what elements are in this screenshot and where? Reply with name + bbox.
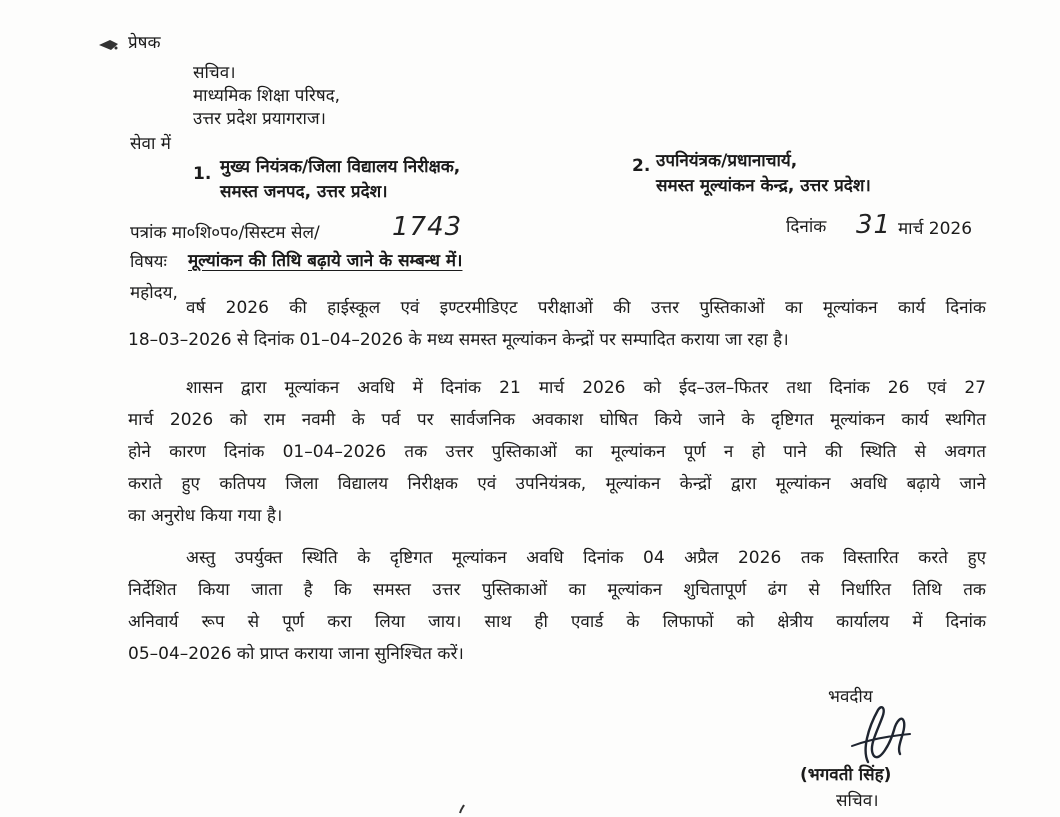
sender-line-2: माध्यमिक शिक्षा परिषद, bbox=[193, 86, 341, 106]
ink-mark-icon bbox=[98, 38, 120, 52]
paragraph-1 bbox=[128, 292, 986, 356]
paragraph-3-line-2: निर्देशित किया जाता है कि समस्त उत्तर पुस्तिकाओं का मूल्यांकन शुचितापूर्ण ढंग से निर्धारित तिथि तक bbox=[128, 580, 986, 600]
closing-name: (भगवती सिंह) bbox=[800, 765, 892, 785]
recipient-2-number: 2. bbox=[632, 156, 651, 176]
subject-text: मूल्यांकन की तिथि बढ़ाये जाने के सम्बन्ध में। bbox=[188, 251, 463, 271]
paragraph-2 bbox=[128, 372, 986, 532]
closing-bhavdiya: भवदीय bbox=[828, 687, 873, 707]
paragraph-3-line-1: अस्तु उपर्युक्त स्थिति के दृष्टिगत मूल्यांकन अवधि दिनांक 04 अप्रैल 2026 तक विस्तारित करते हुए bbox=[186, 548, 986, 568]
patrank-number: 1743 bbox=[392, 212, 463, 242]
stray-mark-icon bbox=[458, 804, 466, 814]
recipients-label: सेवा में bbox=[130, 134, 171, 154]
recipient-1-line-2: समस्त जनपद, उत्तर प्रदेश। bbox=[220, 182, 388, 202]
date-label: दिनांक bbox=[786, 217, 827, 237]
date-day: 31 bbox=[856, 210, 892, 240]
recipient-2-line-1: उपनियंत्रक/प्रधानाचार्य, bbox=[656, 151, 798, 171]
paragraph-3-line-3: अनिवार्य रूप से पूर्ण करा लिया जाय। साथ ही एवार्ड के लिफाफों को क्षेत्रीय कार्यालय में दिनांक bbox=[128, 612, 986, 632]
recipient-2-line-2: समस्त मूल्यांकन केन्द्र, उत्तर प्रदेश। bbox=[656, 176, 871, 196]
paragraph-3 bbox=[128, 542, 986, 670]
signature-icon bbox=[838, 700, 918, 770]
paragraph-3-line-4: 05–04–2026 को प्राप्त कराया जाना सुनिश्चित करें। bbox=[128, 644, 464, 664]
salutation: महोदय, bbox=[130, 283, 178, 303]
patrank-label: पत्रांक मा०शि०प०/सिस्टम सेल/ bbox=[130, 223, 320, 243]
paragraph-2-line-2: मार्च 2026 को राम नवमी के पर्व पर सार्वजनिक अवकाश घोषित किये जाने के दृष्टिगत मूल्यांकन कार्य स्थगित bbox=[128, 410, 986, 430]
sender-line-1: सचिव। bbox=[193, 63, 236, 83]
recipient-1-number: 1. bbox=[193, 164, 212, 184]
paragraph-2-line-3: होने कारण दिनांक 01–04–2026 तक उत्तर पुस्तिकाओं का मूल्यांकन पूर्ण न हो पाने की स्थिति से अवगत bbox=[128, 442, 986, 462]
recipient-1-line-1: मुख्य नियंत्रक/जिला विद्यालय निरीक्षक, bbox=[220, 157, 461, 177]
closing-designation: सचिव। bbox=[836, 791, 879, 811]
subject-label: विषयः bbox=[130, 252, 167, 272]
paragraph-1-line-1: वर्ष 2026 की हाईस्कूल एवं इण्टरमीडिएट परीक्षाओं की उत्तर पुस्तिकाओं का मूल्यांकन कार्य दिनांक bbox=[186, 298, 986, 318]
paragraph-2-line-4: कराते हुए कतिपय जिला विद्यालय निरीक्षक एवं उपनियंत्रक, मूल्यांकन केन्द्रों द्वारा मूल्यांकन अवधि बढ़ाये जाने bbox=[128, 474, 986, 494]
paragraph-2-line-5: का अनुरोध किया गया है। bbox=[128, 506, 283, 526]
paragraph-1-line-2: 18–03–2026 से दिनांक 01–04–2026 के मध्य समस्त मूल्यांकन केन्द्रों पर सम्पादित कराया जा रहा है। bbox=[128, 330, 789, 350]
date-rest: मार्च 2026 bbox=[898, 219, 973, 239]
sender-line-3: उत्तर प्रदेश प्रयागराज। bbox=[193, 109, 327, 129]
paragraph-2-line-1: शासन द्वारा मूल्यांकन अवधि में दिनांक 21 मार्च 2026 को ईद–उल–फितर तथा दिनांक 26 एवं 27 bbox=[186, 378, 986, 398]
sender-label: प्रेषक bbox=[128, 33, 161, 53]
